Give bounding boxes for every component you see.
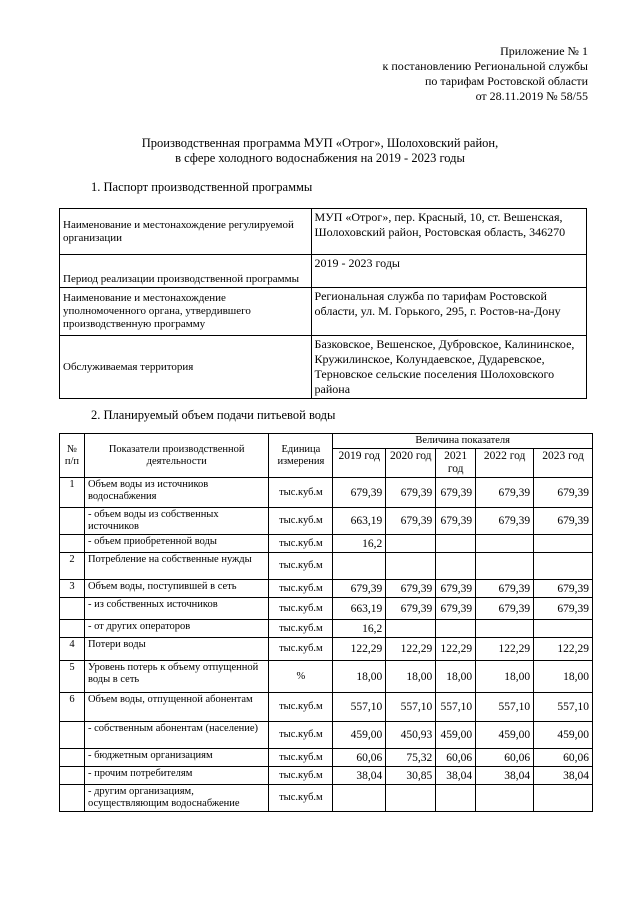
row-number: [60, 767, 85, 785]
row-value: 16,2: [333, 535, 386, 553]
row-indicator: Объем воды, отпущенной абонентам: [84, 693, 268, 722]
row-value: 122,29: [476, 638, 534, 661]
row-value: [386, 553, 436, 580]
row-value: 679,39: [333, 478, 386, 508]
row-value: 679,39: [386, 580, 436, 598]
row-value: 679,39: [436, 508, 476, 535]
header-value: Величина показателя: [333, 434, 593, 449]
table-row: [60, 255, 587, 288]
passport-label: Обслуживаемая территория: [60, 336, 312, 399]
appendix-line: по тарифам Ростовской области: [424, 74, 588, 88]
row-value: [476, 620, 534, 638]
row-value: [534, 553, 593, 580]
row-value: 679,39: [476, 580, 534, 598]
row-value: 679,39: [386, 598, 436, 620]
row-value: 60,06: [436, 749, 476, 767]
row-value: [534, 785, 593, 812]
row-value: [386, 785, 436, 812]
row-number: [60, 598, 85, 620]
header-indicator: Показатели производственной деятельности: [84, 434, 268, 478]
row-indicator: - объем приобретенной воды: [84, 535, 268, 553]
row-value: 38,04: [436, 767, 476, 785]
volume-table-body: [60, 478, 593, 812]
water-volume-table: [59, 433, 593, 812]
row-value: 30,85: [386, 767, 436, 785]
header-unit: Единица измерения: [269, 434, 333, 478]
row-value: 679,39: [386, 508, 436, 535]
row-value: 679,39: [333, 580, 386, 598]
row-value: 679,39: [476, 478, 534, 508]
row-value: 60,06: [534, 749, 593, 767]
row-value: [436, 785, 476, 812]
row-indicator: - бюджетным организациям: [84, 749, 268, 767]
row-value: 679,39: [436, 478, 476, 508]
header-row: [60, 434, 593, 449]
row-value: 450,93: [386, 722, 436, 749]
table-row: [60, 209, 587, 255]
table-row: [60, 535, 593, 553]
title-line: Производственная программа МУП «Отрог», Шолоховский район,: [141, 136, 499, 150]
table-row: [60, 288, 587, 336]
row-number: 1: [60, 478, 85, 508]
row-indicator: - другим организациям, осуществляющим водоснабжение: [84, 785, 268, 812]
appendix-header: [383, 44, 588, 104]
row-unit: тыс.куб.м: [269, 598, 333, 620]
row-value: 557,10: [476, 693, 534, 722]
row-number: [60, 535, 85, 553]
row-value: 679,39: [534, 580, 593, 598]
row-value: 18,00: [534, 661, 593, 693]
row-value: [436, 620, 476, 638]
table-row: [60, 638, 593, 661]
year-header: 2022 год: [476, 449, 534, 478]
row-value: 557,10: [534, 693, 593, 722]
row-number: [60, 508, 85, 535]
row-value: [333, 785, 386, 812]
row-value: 122,29: [436, 638, 476, 661]
row-number: 4: [60, 638, 85, 661]
row-value: 663,19: [333, 598, 386, 620]
table-row: [60, 722, 593, 749]
row-value: 663,19: [333, 508, 386, 535]
row-value: 557,10: [386, 693, 436, 722]
row-value: [333, 553, 386, 580]
row-value: 38,04: [476, 767, 534, 785]
row-value: [476, 785, 534, 812]
row-number: 5: [60, 661, 85, 693]
year-header: 2023 год: [534, 449, 593, 478]
row-value: 679,39: [386, 478, 436, 508]
row-unit: тыс.куб.м: [269, 535, 333, 553]
row-value: 557,10: [333, 693, 386, 722]
table-row: [60, 767, 593, 785]
row-unit: тыс.куб.м: [269, 620, 333, 638]
section-heading-passport: 1. Паспорт производственной программы: [91, 180, 313, 194]
row-indicator: Объем воды, поступившей в сеть: [84, 580, 268, 598]
row-value: 459,00: [476, 722, 534, 749]
row-indicator: Потери воды: [84, 638, 268, 661]
row-value: 18,00: [436, 661, 476, 693]
row-value: 557,10: [436, 693, 476, 722]
row-unit: тыс.куб.м: [269, 785, 333, 812]
passport-value: МУП «Отрог», пер. Красный, 10, ст. Вешенская, Шолоховский район, Ростовская область, 346270: [311, 209, 586, 255]
row-value: [476, 535, 534, 553]
row-indicator: - объем воды из собственных источников: [84, 508, 268, 535]
row-value: [436, 553, 476, 580]
row-indicator: Потребление на собственные нужды: [84, 553, 268, 580]
row-value: 679,39: [436, 580, 476, 598]
document-title: [0, 136, 640, 166]
passport-value: 2019 - 2023 годы: [311, 255, 586, 288]
table-row: [60, 336, 587, 399]
row-value: 38,04: [534, 767, 593, 785]
row-value: 16,2: [333, 620, 386, 638]
section-heading-volume: 2. Планируемый объем подачи питьевой воды: [91, 408, 336, 422]
row-indicator: - прочим потребителям: [84, 767, 268, 785]
row-value: [534, 620, 593, 638]
row-unit: тыс.куб.м: [269, 508, 333, 535]
passport-value: Региональная служба по тарифам Ростовской области, ул. М. Горького, 295, г. Ростов-на-Дону: [311, 288, 586, 336]
row-value: [436, 535, 476, 553]
row-unit: тыс.куб.м: [269, 580, 333, 598]
passport-label: Наименование и местонахождение регулируемой организации: [60, 209, 312, 255]
row-number: [60, 722, 85, 749]
row-value: 679,39: [436, 598, 476, 620]
table-row: [60, 580, 593, 598]
row-indicator: - собственным абонентам (население): [84, 722, 268, 749]
row-unit: тыс.куб.м: [269, 638, 333, 661]
row-value: 60,06: [476, 749, 534, 767]
row-value: [386, 535, 436, 553]
row-number: 2: [60, 553, 85, 580]
table-row: [60, 785, 593, 812]
year-header: 2019 год: [333, 449, 386, 478]
row-value: 18,00: [476, 661, 534, 693]
row-value: 679,39: [534, 598, 593, 620]
row-unit: тыс.куб.м: [269, 478, 333, 508]
row-value: 122,29: [386, 638, 436, 661]
row-value: 75,32: [386, 749, 436, 767]
row-value: 122,29: [333, 638, 386, 661]
passport-label: Период реализации производственной программы: [60, 255, 312, 288]
row-indicator: - из собственных источников: [84, 598, 268, 620]
row-indicator: Уровень потерь к объему отпущенной воды в сеть: [84, 661, 268, 693]
appendix-line: Приложение № 1: [500, 44, 588, 58]
row-value: 679,39: [534, 508, 593, 535]
row-number: 3: [60, 580, 85, 598]
appendix-line: к постановлению Региональной службы: [382, 59, 588, 73]
passport-table: [59, 208, 587, 399]
row-number: [60, 620, 85, 638]
row-value: 60,06: [333, 749, 386, 767]
passport-value: Базковское, Вешенское, Дубровское, Калининское, Кружилинское, Колундаевское, Дударевское, Терновское сельские поселения Шолоховского района: [311, 336, 586, 399]
year-header: 2020 год: [386, 449, 436, 478]
table-row: [60, 598, 593, 620]
title-line: в сфере холодного водоснабжения на 2019 - 2023 годы: [175, 151, 465, 165]
row-value: 679,39: [476, 598, 534, 620]
row-unit: тыс.куб.м: [269, 693, 333, 722]
table-row: [60, 508, 593, 535]
row-number: [60, 785, 85, 812]
row-value: [476, 553, 534, 580]
table-row: [60, 553, 593, 580]
header-num: № п/п: [60, 434, 85, 478]
row-value: 459,00: [333, 722, 386, 749]
table-row: [60, 693, 593, 722]
row-unit: тыс.куб.м: [269, 767, 333, 785]
row-unit: %: [269, 661, 333, 693]
row-value: 459,00: [436, 722, 476, 749]
row-value: 122,29: [534, 638, 593, 661]
row-value: [534, 535, 593, 553]
passport-label: Наименование и местонахождение уполномоченного органа, утвердившего производственную программу: [60, 288, 312, 336]
row-unit: тыс.куб.м: [269, 553, 333, 580]
row-number: 6: [60, 693, 85, 722]
table-row: [60, 478, 593, 508]
row-value: 18,00: [386, 661, 436, 693]
table-row: [60, 661, 593, 693]
row-unit: тыс.куб.м: [269, 722, 333, 749]
row-value: 459,00: [534, 722, 593, 749]
row-value: 679,39: [534, 478, 593, 508]
table-row: [60, 620, 593, 638]
row-value: 18,00: [333, 661, 386, 693]
row-number: [60, 749, 85, 767]
table-row: [60, 749, 593, 767]
row-indicator: Объем воды из источников водоснабжения: [84, 478, 268, 508]
row-value: [386, 620, 436, 638]
appendix-line: от 28.11.2019 № 58/55: [475, 89, 588, 103]
row-unit: тыс.куб.м: [269, 749, 333, 767]
row-value: 679,39: [476, 508, 534, 535]
row-indicator: - от других операторов: [84, 620, 268, 638]
row-value: 38,04: [333, 767, 386, 785]
year-header: 2021 год: [436, 449, 476, 478]
